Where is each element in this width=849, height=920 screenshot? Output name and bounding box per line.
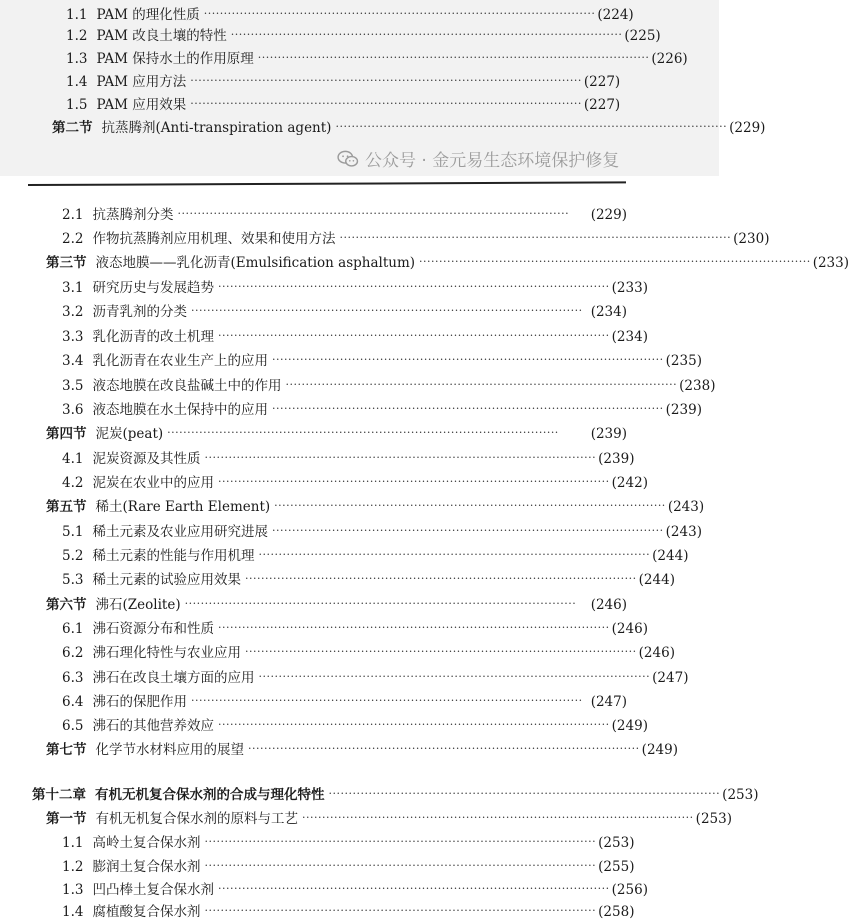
- entry-page: (234): [590, 304, 627, 320]
- entry-number: 1.4: [66, 74, 88, 90]
- toc-entry-3-5: [62, 372, 716, 394]
- toc-entry-4-2: [62, 469, 648, 491]
- leader-dots: ··································································································: [302, 811, 694, 824]
- entry-page: (249): [641, 742, 678, 758]
- entry-page: (246): [590, 597, 627, 613]
- leader-dots: ··································································································: [339, 231, 732, 244]
- entry-page: (247): [652, 670, 689, 686]
- entry-title: 泥炭资源及其性质: [92, 451, 201, 467]
- entry-number: 3.5: [62, 378, 84, 394]
- leader-dots: ··································································································: [204, 904, 597, 917]
- entry-number: 1.2: [62, 859, 84, 875]
- entry-page: (246): [611, 621, 648, 637]
- leader-dots: ··································································································: [244, 645, 637, 658]
- entry-page: (227): [583, 97, 621, 113]
- entry-title: 有机无机复合保水剂的原料与工艺: [95, 811, 298, 827]
- leader-dots: ··································································································: [285, 378, 678, 391]
- toc-entry-1-1: [66, 1, 634, 23]
- toc-entry-3-1: [62, 274, 648, 296]
- leader-dots: ··································································································: [328, 787, 721, 800]
- entry-title: 稀土元素及农业应用研究进展: [92, 524, 268, 540]
- entry-page: (235): [665, 353, 702, 369]
- watermark: [337, 146, 619, 171]
- entry-number: 3.3: [62, 329, 84, 345]
- entry-page: (224): [597, 7, 634, 23]
- entry-number: 第五节: [46, 499, 87, 515]
- entry-number: 第七节: [46, 742, 87, 758]
- leader-dots: ··································································································: [217, 280, 610, 293]
- toc-section-12-1: [46, 805, 732, 827]
- toc-entry-6-5: [62, 712, 648, 734]
- toc-section-5: [46, 493, 705, 515]
- entry-number: 6.2: [62, 645, 84, 661]
- entry-number: 第六节: [46, 597, 87, 613]
- entry-page: (229): [590, 207, 627, 223]
- entry-number: 6.5: [62, 718, 84, 734]
- entry-number: 3.2: [62, 304, 84, 320]
- leader-dots: ··································································································: [190, 74, 582, 87]
- entry-title: 作物抗蒸腾剂应用机理、效果和使用方法: [92, 231, 336, 247]
- entry-page: (244): [638, 572, 675, 588]
- leader-dots: ··································································································: [244, 572, 637, 585]
- entry-title: 沸石理化特性与农业应用: [92, 645, 241, 661]
- leader-dots: ··································································································: [217, 475, 610, 488]
- entry-title: 化学节水材料应用的展望: [95, 742, 244, 758]
- entry-title: 乳化沥青在农业生产上的应用: [92, 353, 268, 369]
- leader-dots: ··································································································: [184, 597, 577, 610]
- toc-chapter-12: [32, 781, 759, 803]
- leader-dots: ··································································································: [204, 451, 597, 464]
- toc-section-2: [52, 114, 766, 136]
- entry-number: 3.4: [62, 353, 84, 369]
- leader-dots: ··································································································: [190, 694, 583, 707]
- entry-page: (225): [624, 28, 661, 44]
- entry-number: 第三节: [46, 255, 87, 271]
- entry-page: (230): [733, 231, 770, 247]
- leader-dots: ··································································································: [217, 621, 610, 634]
- entry-page: (253): [695, 811, 732, 827]
- leader-dots: ··································································································: [271, 402, 664, 415]
- entry-title: 高岭土复合保水剂: [92, 835, 201, 851]
- entry-number: 第十二章: [32, 787, 86, 803]
- entry-number: 5.1: [62, 524, 84, 540]
- entry-page: (243): [667, 499, 705, 515]
- entry-number: 1.1: [66, 7, 88, 23]
- toc-entry-3-3: [62, 323, 648, 345]
- entry-number: 5.3: [62, 572, 84, 588]
- toc-entry-12-1-2: [62, 853, 635, 875]
- top-page-fragment: [0, 0, 766, 176]
- entry-number: 1.3: [66, 51, 88, 67]
- entry-title: 沸石的其他营养效应: [92, 718, 214, 734]
- toc-entry-12-1-4: [62, 898, 635, 920]
- entry-title: 沸石资源分布和性质: [92, 621, 214, 637]
- entry-title: 液态地膜在水土保持中的应用: [92, 402, 268, 418]
- leader-dots: ··································································································: [177, 207, 570, 220]
- entry-page: (239): [665, 402, 702, 418]
- entry-title: 有机无机复合保水剂的合成与理化特性: [95, 787, 325, 803]
- toc-entry-3-2: [62, 298, 627, 320]
- leader-dots: ··································································································: [230, 28, 623, 41]
- entry-title: 稀土元素的性能与作用机理: [92, 548, 255, 564]
- toc-section-6: [46, 591, 627, 613]
- toc-section-3: [46, 249, 849, 271]
- entry-number: 1.5: [66, 97, 88, 113]
- entry-page: (227): [583, 74, 621, 90]
- entry-page: (253): [722, 787, 759, 803]
- entry-page: (253): [598, 835, 635, 851]
- toc-entry-12-1-1: [62, 829, 635, 851]
- entry-title: 凹凸棒土复合保水剂: [92, 882, 214, 898]
- toc-entry-6-3: [62, 664, 689, 686]
- leader-dots: ··································································································: [271, 353, 664, 366]
- toc-entry-5-1: [62, 518, 702, 540]
- entry-number: 4.1: [62, 451, 84, 467]
- page-divider-line: [28, 181, 626, 186]
- entry-page: (238): [679, 378, 716, 394]
- entry-number: 6.1: [62, 621, 84, 637]
- leader-dots: ··································································································: [217, 882, 610, 895]
- toc-entry-12-1-3: [62, 876, 648, 898]
- entry-page: (242): [611, 475, 648, 491]
- toc-entry-6-4: [62, 688, 627, 710]
- entry-number: 6.3: [62, 670, 84, 686]
- entry-page: (255): [598, 859, 635, 875]
- leader-dots: ··································································································: [258, 548, 651, 561]
- leader-dots: ··································································································: [190, 304, 583, 317]
- entry-title: 沸石的保肥作用: [92, 694, 187, 710]
- entry-page: (234): [611, 329, 648, 345]
- entry-title: 沸石(Zeolite): [95, 597, 181, 613]
- entry-title: PAM 改良土壤的特性: [96, 28, 227, 44]
- entry-title: 研究历史与发展趋势: [92, 280, 214, 296]
- entry-title: 沸石在改良土壤方面的应用: [92, 670, 255, 686]
- entry-page: (226): [651, 51, 688, 67]
- entry-page: (244): [652, 548, 689, 564]
- toc-entry-3-4: [62, 347, 702, 369]
- toc-entry-1-5: [66, 91, 620, 113]
- entry-title: 液态地膜在改良盐碱土中的作用: [92, 378, 282, 394]
- watermark-text: 公众号 · 金元易生态环境保护修复: [365, 151, 620, 171]
- entry-page: (256): [611, 882, 648, 898]
- leader-dots: ··································································································: [204, 835, 597, 848]
- entry-title: PAM 应用方法: [96, 74, 187, 90]
- entry-number: 1.2: [66, 28, 88, 44]
- toc-entry-3-6: [62, 396, 702, 418]
- entry-number: 3.1: [62, 280, 84, 296]
- leader-dots: ··································································································: [248, 742, 640, 755]
- toc-section-7: [46, 736, 678, 758]
- entry-number: 1.4: [62, 904, 84, 920]
- entry-title: 液态地膜——乳化沥青(Emulsification asphaltum): [95, 255, 416, 271]
- toc-entry-1-4: [66, 68, 620, 90]
- leader-dots: ··································································································: [335, 120, 728, 133]
- entry-page: (233): [812, 255, 849, 271]
- entry-page: (239): [590, 426, 627, 442]
- leader-dots: ··································································································: [419, 255, 811, 268]
- entry-page: (247): [590, 694, 627, 710]
- entry-title: 乳化沥青的改土机理: [92, 329, 214, 345]
- entry-page: (249): [611, 718, 648, 734]
- toc-entry-1-3: [66, 45, 688, 67]
- entry-title: PAM 保持水土的作用原理: [96, 51, 254, 67]
- leader-dots: ··································································································: [257, 51, 650, 64]
- entry-page: (239): [598, 451, 635, 467]
- leader-dots: ··································································································: [274, 499, 666, 512]
- leader-dots: ··································································································: [190, 97, 582, 110]
- toc-entry-1-2: [66, 22, 661, 44]
- leader-dots: ··································································································: [167, 426, 559, 439]
- wechat-icon: [337, 150, 359, 168]
- leader-dots: ··································································································: [217, 329, 610, 342]
- entry-title: 腐植酸复合保水剂: [92, 904, 201, 920]
- leader-dots: ··································································································: [258, 670, 651, 683]
- entry-number: 2.1: [62, 207, 84, 223]
- entry-title: 泥炭(peat): [95, 426, 164, 442]
- entry-page: (233): [611, 280, 648, 296]
- entry-page: (246): [638, 645, 675, 661]
- toc-section-4: [46, 420, 627, 442]
- toc-entry-5-3: [62, 566, 675, 588]
- leader-dots: ··································································································: [271, 524, 664, 537]
- entry-number: 5.2: [62, 548, 84, 564]
- leader-dots: ··································································································: [204, 859, 597, 872]
- toc-entry-6-2: [62, 639, 675, 661]
- entry-title: 稀土元素的试验应用效果: [92, 572, 241, 588]
- entry-number: 2.2: [62, 231, 84, 247]
- entry-number: 第一节: [46, 811, 87, 827]
- entry-title: 稀土(Rare Earth Element): [95, 499, 271, 515]
- entry-number: 1.1: [62, 835, 84, 851]
- entry-number: 1.3: [62, 882, 84, 898]
- entry-title: PAM 应用效果: [96, 97, 187, 113]
- leader-dots: ··································································································: [217, 718, 610, 731]
- entry-title: PAM 的理化性质: [96, 7, 200, 23]
- toc-entry-4-1: [62, 445, 635, 467]
- entry-page: (243): [665, 524, 702, 540]
- entry-title: 膨润土复合保水剂: [92, 859, 201, 875]
- entry-page: (229): [729, 120, 766, 136]
- entry-number: 3.6: [62, 402, 84, 418]
- entry-title: 泥炭在农业中的应用: [92, 475, 214, 491]
- toc-entry-6-1: [62, 615, 648, 637]
- entry-title: 抗蒸腾剂(Anti-transpiration agent): [101, 120, 332, 136]
- entry-page: (258): [598, 904, 635, 920]
- leader-dots: ··································································································: [203, 7, 596, 20]
- entry-number: 4.2: [62, 475, 84, 491]
- toc-entry-2-2: [62, 225, 770, 247]
- entry-number: 6.4: [62, 694, 84, 710]
- toc-entry-5-2: [62, 542, 689, 564]
- entry-title: 抗蒸腾剂分类: [92, 207, 174, 223]
- entry-number: 第四节: [46, 426, 87, 442]
- toc-entry-2-1: [62, 201, 627, 223]
- entry-title: 沥青乳剂的分类: [92, 304, 187, 320]
- entry-number: 第二节: [52, 120, 93, 136]
